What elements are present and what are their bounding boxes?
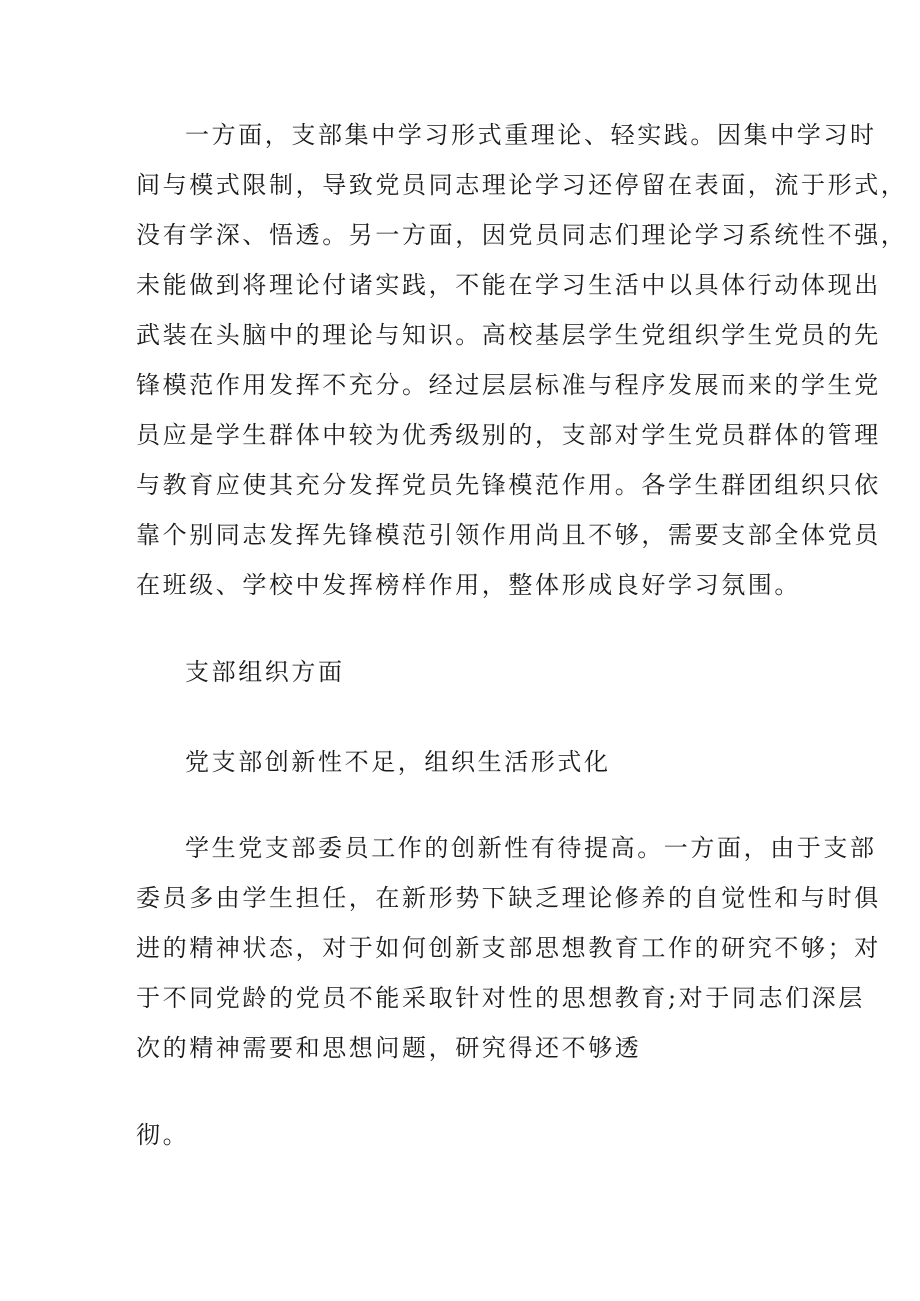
paragraph-2-line-5: 次的精神需要和思想问题，研究得还不够透 [136, 1034, 642, 1062]
paragraph-1-line-4: 未能做到将理论付诸实践，不能在学习生活中以具体行动体现出 [136, 271, 881, 299]
paragraph-1-line-3: 没有学深、悟透。另一方面，因党员同志们理论学习系统性不强， [136, 221, 908, 249]
paragraph-2-line-3: 进的精神状态，对于如何创新支部思想教育工作的研究不够；对 [136, 934, 881, 962]
paragraph-3-line-1: 彻。 [136, 1121, 190, 1149]
paragraph-2-line-2: 委员多由学生担任，在新形势下缺乏理论修养的自觉性和与时俱 [136, 884, 881, 912]
paragraph-1-line-1: 一方面，支部集中学习形式重理论、轻实践。因集中学习时 [185, 121, 877, 149]
paragraph-1-line-5: 武装在头脑中的理论与知识。高校基层学生党组织学生党员的先 [136, 321, 881, 349]
section-heading: 支部组织方面 [185, 658, 345, 686]
paragraph-2-line-4: 于不同党龄的党员不能采取针对性的思想教育;对于同志们深层 [136, 984, 865, 1012]
subsection-heading: 党支部创新性不足，组织生活形式化 [185, 748, 611, 776]
paragraph-1-line-9: 靠个别同志发挥先锋模范引领作用尚且不够，需要支部全体党员 [136, 521, 881, 549]
paragraph-1-line-8: 与教育应使其充分发挥党员先锋模范作用。各学生群团组织只依 [136, 471, 881, 499]
paragraph-2-line-1: 学生党支部委员工作的创新性有待提高。一方面，由于支部 [185, 834, 877, 862]
paragraph-1-line-2: 间与模式限制，导致党员同志理论学习还停留在表面，流于形式， [136, 171, 908, 199]
paragraph-1-line-7: 员应是学生群体中较为优秀级别的，支部对学生党员群体的管理 [136, 421, 881, 449]
paragraph-1-line-6: 锋模范作用发挥不充分。经过层层标准与程序发展而来的学生党 [136, 371, 881, 399]
paragraph-1-line-10: 在班级、学校中发挥榜样作用，整体形成良好学习氛围。 [136, 571, 801, 599]
